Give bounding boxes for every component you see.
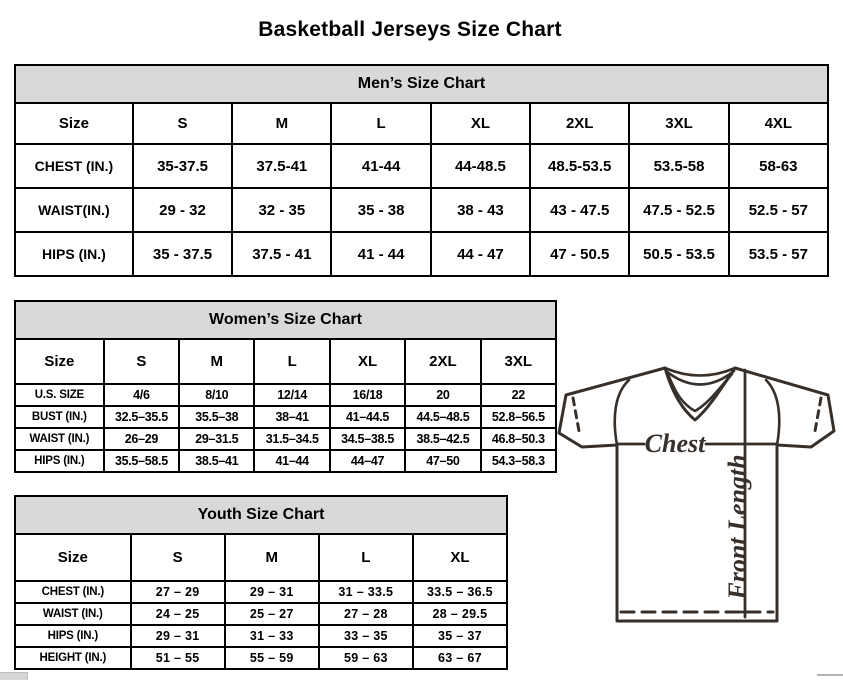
youth-cell: 27 – 29 [131, 581, 225, 603]
mens-size-chart-table [14, 64, 829, 277]
youth-row [15, 647, 507, 669]
womens-cell: 52.8–56.5 [481, 406, 556, 428]
youth-cell: 29 – 31 [225, 581, 319, 603]
youth-cell: 27 – 28 [319, 603, 413, 625]
youth-cell: 25 – 27 [225, 603, 319, 625]
mens-cell: 29 - 32 [133, 188, 232, 232]
womens-column-header: L [254, 339, 329, 384]
mens-cell: 58-63 [729, 144, 828, 188]
womens-cell: 38.5–41 [179, 450, 254, 472]
mens-cell: 43 - 47.5 [530, 188, 629, 232]
youth-row [15, 625, 507, 647]
youth-row [15, 603, 507, 625]
mens-cell: 44-48.5 [431, 144, 530, 188]
youth-row-label: HIPS (IN.) [15, 625, 131, 647]
mens-column-header: 2XL [530, 103, 629, 144]
mens-table-title-row [15, 65, 828, 103]
womens-column-header: 3XL [481, 339, 556, 384]
womens-cell: 4/6 [104, 384, 179, 406]
horizontal-scrollbar-right-fragment[interactable] [817, 674, 843, 676]
mens-column-header: 4XL [729, 103, 828, 144]
youth-cell: 24 – 25 [131, 603, 225, 625]
mens-cell: 37.5-41 [232, 144, 331, 188]
womens-cell: 32.5–35.5 [104, 406, 179, 428]
youth-column-header: XL [413, 534, 507, 581]
mens-cell: 41 - 44 [331, 232, 430, 276]
youth-row-label: HEIGHT (IN.) [15, 647, 131, 669]
mens-cell: 50.5 - 53.5 [629, 232, 728, 276]
mens-cell: 37.5 - 41 [232, 232, 331, 276]
mens-cell: 47 - 50.5 [530, 232, 629, 276]
mens-cell: 32 - 35 [232, 188, 331, 232]
left-cuff-dashed-line [573, 398, 579, 431]
womens-row [15, 406, 556, 428]
mens-cell: 38 - 43 [431, 188, 530, 232]
womens-cell: 22 [481, 384, 556, 406]
collar-back-arc [665, 368, 735, 376]
mens-column-header: M [232, 103, 331, 144]
womens-row-label: BUST (IN.) [15, 406, 104, 428]
womens-row [15, 450, 556, 472]
womens-cell: 12/14 [254, 384, 329, 406]
youth-table-header-row [15, 534, 507, 581]
womens-cell: 8/10 [179, 384, 254, 406]
jersey-outline [559, 368, 834, 621]
youth-cell: 35 – 37 [413, 625, 507, 647]
womens-row-label: WAIST (IN.) [15, 428, 104, 450]
youth-row-label: CHEST (IN.) [15, 581, 131, 603]
womens-cell: 46.8–50.3 [481, 428, 556, 450]
mens-column-header: L [331, 103, 430, 144]
youth-cell: 31 – 33.5 [319, 581, 413, 603]
mens-cell: 35 - 38 [331, 188, 430, 232]
mens-cell: 35-37.5 [133, 144, 232, 188]
youth-cell: 33.5 – 36.5 [413, 581, 507, 603]
youth-column-header: L [319, 534, 413, 581]
right-sleeve-seam [766, 380, 779, 445]
womens-column-header: S [104, 339, 179, 384]
youth-cell: 59 – 63 [319, 647, 413, 669]
mens-column-header: 3XL [629, 103, 728, 144]
womens-table-title-row [15, 301, 556, 339]
youth-cell: 63 – 67 [413, 647, 507, 669]
mens-row-label: CHEST (IN.) [15, 144, 133, 188]
womens-cell: 47–50 [405, 450, 480, 472]
mens-cell: 47.5 - 52.5 [629, 188, 728, 232]
mens-row [15, 232, 828, 276]
mens-row-label: WAIST(IN.) [15, 188, 133, 232]
mens-column-header: Size [15, 103, 133, 144]
youth-column-header: S [131, 534, 225, 581]
womens-column-header: 2XL [405, 339, 480, 384]
mens-cell: 52.5 - 57 [729, 188, 828, 232]
youth-cell: 28 – 29.5 [413, 603, 507, 625]
womens-cell: 54.3–58.3 [481, 450, 556, 472]
mens-cell: 44 - 47 [431, 232, 530, 276]
youth-table-title-row [15, 496, 507, 534]
womens-cell: 41–44.5 [330, 406, 405, 428]
mens-cell: 41-44 [331, 144, 430, 188]
womens-cell: 29–31.5 [179, 428, 254, 450]
mens-cell: 48.5-53.5 [530, 144, 629, 188]
youth-cell: 51 – 55 [131, 647, 225, 669]
left-sleeve-seam [615, 380, 629, 445]
youth-cell: 55 – 59 [225, 647, 319, 669]
womens-cell: 20 [405, 384, 480, 406]
chest-label: Chest [644, 429, 706, 458]
womens-column-header: XL [330, 339, 405, 384]
womens-row [15, 384, 556, 406]
womens-cell: 44.5–48.5 [405, 406, 480, 428]
womens-table-header-row [15, 339, 556, 384]
womens-cell: 41–44 [254, 450, 329, 472]
mens-row [15, 144, 828, 188]
womens-cell: 38–41 [254, 406, 329, 428]
right-cuff-dashed-line [815, 398, 821, 431]
mens-table-title: Men’s Size Chart [15, 65, 828, 103]
youth-cell: 29 – 31 [131, 625, 225, 647]
womens-cell: 35.5–58.5 [104, 450, 179, 472]
womens-cell: 34.5–38.5 [330, 428, 405, 450]
womens-cell: 26–29 [104, 428, 179, 450]
womens-cell: 16/18 [330, 384, 405, 406]
womens-cell: 44–47 [330, 450, 405, 472]
mens-row-label: HIPS (IN.) [15, 232, 133, 276]
mens-row [15, 188, 828, 232]
womens-size-chart-table [14, 300, 557, 473]
front-length-label: Front Length [723, 454, 752, 600]
youth-column-header: M [225, 534, 319, 581]
youth-size-chart-table [14, 495, 508, 670]
youth-cell: 33 – 35 [319, 625, 413, 647]
womens-cell: 31.5–34.5 [254, 428, 329, 450]
womens-row [15, 428, 556, 450]
youth-table-title: Youth Size Chart [15, 496, 507, 534]
mens-table-header-row [15, 103, 828, 144]
womens-column-header: M [179, 339, 254, 384]
mens-cell: 53.5-58 [629, 144, 728, 188]
womens-table-title: Women’s Size Chart [15, 301, 556, 339]
mens-column-header: S [133, 103, 232, 144]
mens-column-header: XL [431, 103, 530, 144]
womens-column-header: Size [15, 339, 104, 384]
womens-cell: 38.5–42.5 [405, 428, 480, 450]
youth-cell: 31 – 33 [225, 625, 319, 647]
womens-cell: 35.5–38 [179, 406, 254, 428]
youth-column-header: Size [15, 534, 131, 581]
youth-row [15, 581, 507, 603]
youth-row-label: WAIST (IN.) [15, 603, 131, 625]
page-title: Basketball Jerseys Size Chart [258, 18, 562, 42]
mens-cell: 53.5 - 57 [729, 232, 828, 276]
mens-cell: 35 - 37.5 [133, 232, 232, 276]
womens-row-label: U.S. SIZE [15, 384, 104, 406]
womens-row-label: HIPS (IN.) [15, 450, 104, 472]
jersey-measurement-diagram [555, 355, 843, 640]
